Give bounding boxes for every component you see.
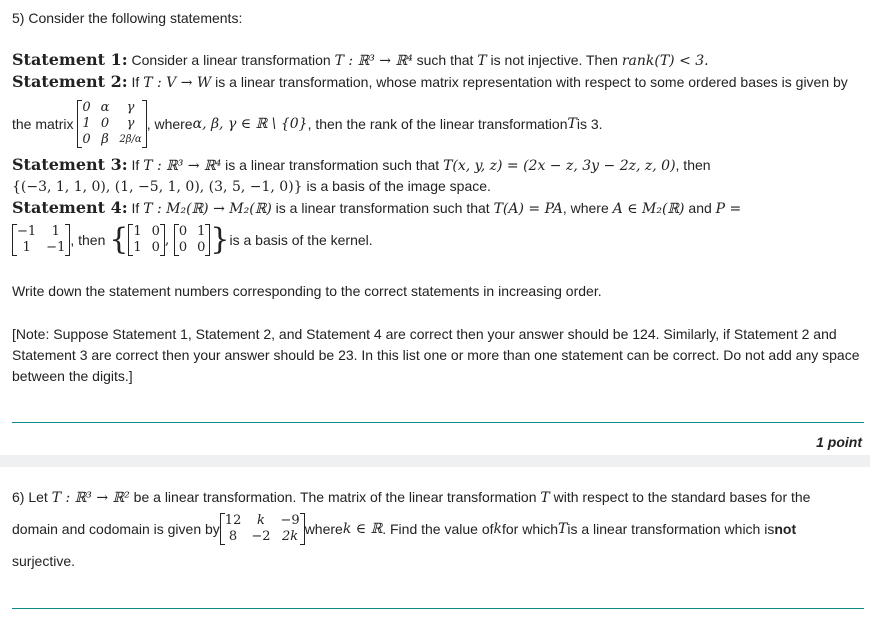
statement-2-math: T : V → W bbox=[143, 75, 212, 91]
q6-line2 bbox=[12, 509, 796, 549]
q6-math: T : ℝ³ → ℝ² bbox=[51, 490, 130, 506]
statement-4-math: A ∈ M₂(ℝ) bbox=[612, 201, 685, 217]
q6-math: k bbox=[493, 521, 502, 537]
statement-2-matrix bbox=[77, 100, 146, 148]
matrix-cell: 1 bbox=[133, 224, 142, 239]
statement-1-math: T bbox=[477, 53, 487, 69]
statement-1-text: such that bbox=[412, 52, 478, 68]
matrix-cell: −9 bbox=[280, 513, 300, 528]
q6-text: is a linear transformation which is bbox=[567, 521, 775, 537]
q5-answer-input[interactable] bbox=[12, 392, 868, 422]
statement-1 bbox=[12, 50, 709, 69]
matrix-cell: 0 bbox=[151, 240, 160, 255]
matrix-cell: −1 bbox=[17, 224, 37, 239]
statement-1-text: Consider a linear transformation bbox=[127, 52, 335, 68]
matrix-cell: 0 bbox=[82, 100, 91, 115]
statement-1-text: is not injective. Then bbox=[486, 52, 622, 68]
q6-matrix bbox=[220, 513, 305, 545]
statement-4 bbox=[12, 198, 741, 217]
matrix-cell: 1 bbox=[51, 224, 60, 239]
statement-2-label: Statement 2: bbox=[12, 72, 128, 91]
q5-answer-underline bbox=[12, 422, 864, 423]
statement-4-text: If bbox=[127, 200, 144, 216]
statement-3-text: is a linear transformation such that bbox=[221, 157, 444, 173]
statement-4-text: is a linear transformation such that bbox=[271, 200, 494, 216]
q5-points: 1 point bbox=[816, 434, 862, 450]
statement-4-text: and bbox=[684, 200, 716, 216]
statement-3-text: is a basis of the image space. bbox=[302, 178, 491, 194]
statement-4-line2 bbox=[12, 218, 373, 262]
statement-2-text: , where bbox=[146, 116, 193, 132]
q5-title: 5) Consider the following statements: bbox=[12, 10, 243, 26]
statement-2-matrix-line bbox=[12, 95, 603, 153]
statement-2 bbox=[12, 72, 848, 91]
q5-note: [Note: Suppose Statement 1, Statement 2, and Statement 4 are correct then your answer should be 124. Similarly, if Statement 2 and Statement 3 are correct then your answer should be 23. In this list one or more than one statement can be correct. Do not add any space between the digits.] bbox=[12, 326, 860, 384]
statement-4-label: Statement 4: bbox=[12, 198, 128, 217]
statement-4-text: , then bbox=[70, 232, 106, 248]
matrix-cell: −1 bbox=[46, 240, 66, 255]
question-6-card bbox=[0, 467, 870, 619]
matrix-cell: 0 bbox=[197, 240, 206, 255]
q5-instruction: Write down the statement numbers corresponding to the correct statements in increasing order. bbox=[12, 283, 602, 299]
statement-4-text: is a basis of the kernel. bbox=[229, 232, 373, 248]
matrix-cell: β bbox=[101, 132, 109, 147]
statement-1-math: rank(T) < 3. bbox=[621, 53, 709, 69]
statement-4-math: T : M₂(ℝ) → M₂(ℝ) bbox=[143, 201, 272, 217]
statement-3 bbox=[12, 155, 711, 174]
basis-matrix-1 bbox=[128, 224, 165, 256]
q6-text: 6) Let bbox=[12, 489, 52, 505]
statement-4-math: T(A) = PA bbox=[493, 201, 563, 217]
statement-2-prefix: the matrix bbox=[12, 116, 74, 132]
statement-3-math: T(x, y, z) = (2x − z, 3y − 2z, z, 0) bbox=[443, 158, 676, 174]
matrix-cell: 0 bbox=[178, 224, 188, 239]
statement-2-math: T bbox=[567, 116, 577, 132]
question-separator bbox=[0, 455, 870, 467]
statement-3-text: If bbox=[127, 157, 144, 173]
q6-bold-word: not bbox=[774, 521, 797, 537]
statement-3-math: {(−3, 1, 1, 0), (1, −5, 1, 0), (3, 5, −1, 0)} bbox=[12, 179, 303, 195]
matrix-cell: 0 bbox=[178, 240, 188, 255]
matrix-cell: α bbox=[100, 100, 110, 115]
q6-text: domain and codomain is given by bbox=[12, 521, 220, 537]
matrix-cell: 12 bbox=[224, 513, 242, 528]
basis-matrix-2 bbox=[174, 224, 211, 256]
statement-2-math: α, β, γ ∈ ℝ \ {0} bbox=[192, 116, 308, 132]
matrix-cell: 0 bbox=[82, 132, 91, 147]
statement-3-text: , then bbox=[675, 157, 711, 173]
matrix-cell: 2β/α bbox=[119, 134, 142, 145]
statement-3-label: Statement 3: bbox=[12, 155, 128, 174]
q6-math: k ∈ ℝ bbox=[342, 521, 383, 537]
matrix-cell: 0 bbox=[100, 116, 110, 131]
matrix-cell: 0 bbox=[151, 224, 160, 239]
q6-math: T bbox=[558, 521, 568, 537]
q6-answer-input[interactable] bbox=[12, 579, 868, 607]
matrix-cell: k bbox=[256, 513, 265, 528]
matrix-cell: 1 bbox=[22, 240, 31, 255]
statement-4-math: P = bbox=[715, 201, 742, 217]
statement-3-math: T : ℝ³ → ℝ⁴ bbox=[143, 158, 222, 174]
q6-math: T bbox=[540, 490, 550, 506]
q6-text: . Find the value of bbox=[382, 521, 494, 537]
q6-text: with respect to the standard bases for the bbox=[549, 489, 811, 505]
matrix-cell: −2 bbox=[251, 529, 271, 544]
q6-line1 bbox=[12, 489, 810, 506]
matrix-cell: 1 bbox=[82, 116, 91, 131]
statement-4-text: , where bbox=[562, 200, 613, 216]
statement-2-text: , then the rank of the linear transformation bbox=[307, 116, 568, 132]
matrix-p bbox=[12, 224, 70, 256]
statement-3-line2 bbox=[12, 178, 491, 195]
statement-2-text: is a linear transformation, whose matrix representation with respect to some ordered bases is given by bbox=[211, 74, 848, 90]
matrix-cell: γ bbox=[126, 100, 135, 115]
statement-2-text: is 3. bbox=[576, 116, 603, 132]
q6-text: for which bbox=[502, 521, 559, 537]
right-brace: } bbox=[210, 222, 230, 257]
matrix-cell: 2k bbox=[282, 529, 299, 544]
q6-text: where bbox=[304, 521, 343, 537]
statement-2-text: If bbox=[127, 74, 144, 90]
left-brace: { bbox=[109, 222, 129, 257]
matrix-cell: γ bbox=[126, 116, 135, 131]
statement-1-label: Statement 1: bbox=[12, 50, 128, 69]
q6-text: be a linear transformation. The matrix of the linear transformation bbox=[129, 489, 541, 505]
matrix-cell: 1 bbox=[133, 240, 142, 255]
statement-1-math: T : ℝ³ → ℝ⁴ bbox=[334, 53, 413, 69]
q6-line3: surjective. bbox=[12, 553, 76, 569]
matrix-cell: 1 bbox=[197, 224, 206, 239]
comma: , bbox=[164, 232, 174, 248]
q6-answer-underline bbox=[12, 608, 864, 609]
matrix-cell: 8 bbox=[228, 529, 238, 544]
